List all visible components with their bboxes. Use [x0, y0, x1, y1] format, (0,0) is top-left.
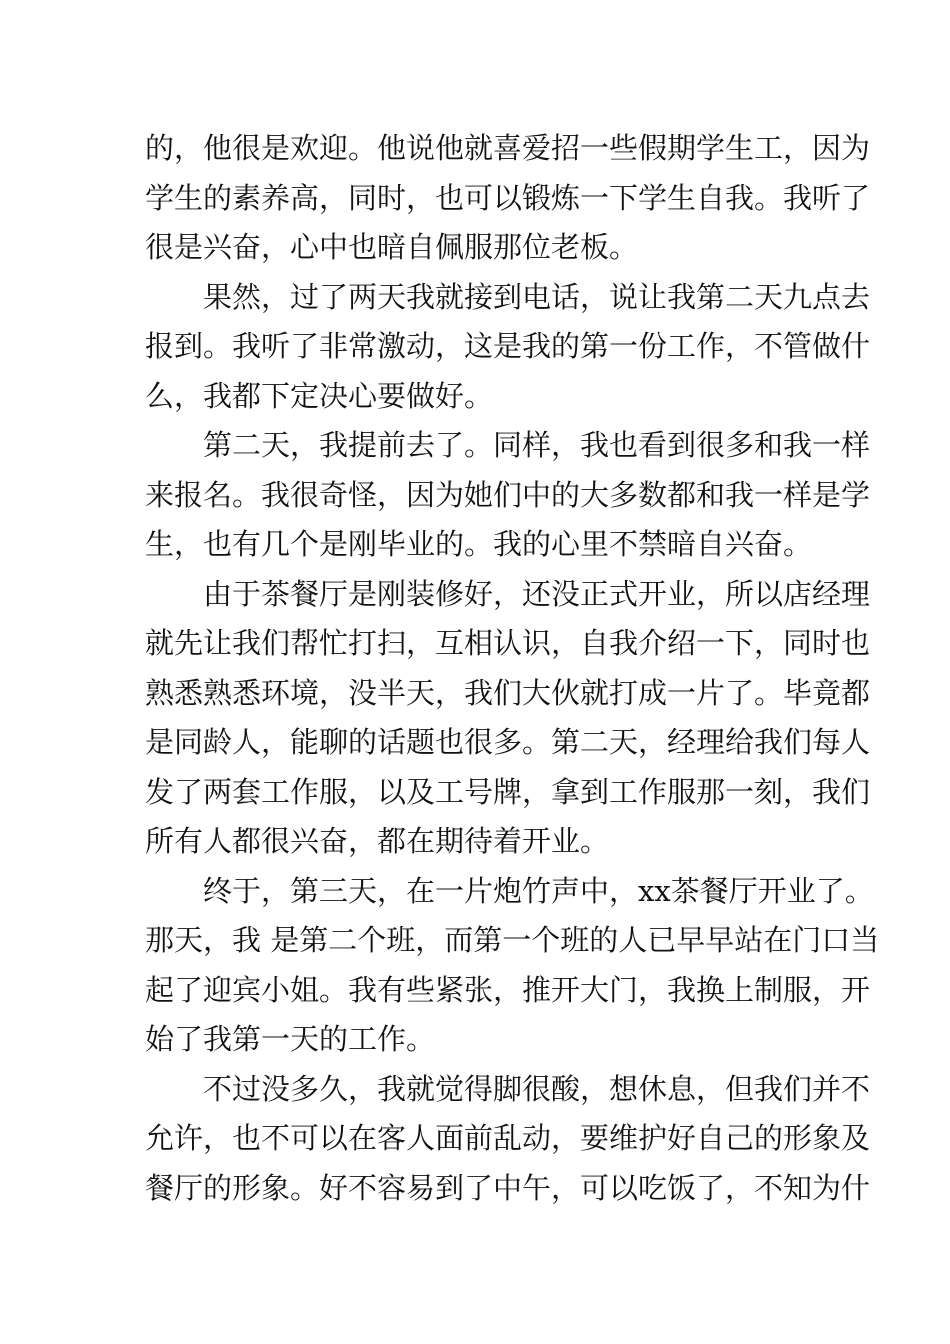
text-line: 起了迎宾小姐。我有些紧张，推开大门，我换上制服，开 [145, 972, 871, 1007]
text-line: 学生的素养高，同时，也可以锻炼一下学生自我。我听了 [145, 180, 871, 215]
text-line: 熟悉熟悉环境，没半天，我们大伙就打成一片了。毕竟都 [145, 675, 871, 710]
text-line: 始了我第一天的工作。 [145, 1022, 436, 1056]
text-line: 来报名。我很奇怪，因为她们中的大多数都和我一样是学 [145, 477, 871, 512]
paragraph-first-line: 由于茶餐厅是刚装修好，还没正式开业，所以店经理 [203, 576, 871, 611]
paragraph-first-line: 果然，过了两天我就接到电话，说让我第二天九点去 [203, 279, 871, 314]
text-line: 那天，我 是第二个班，而第一个班的人已早早站在门口当 [145, 923, 880, 957]
text-line: 是同龄人，能聊的话题也很多。第二天，经理给我们每人 [145, 725, 871, 759]
text-line: 生，也有几个是刚毕业的。我的心里不禁暗自兴奋。 [145, 527, 813, 561]
text-line: 的，他很是欢迎。他说他就喜爱招一些假期学生工，因为 [145, 131, 871, 165]
text-line: 就先让我们帮忙打扫，互相认识，自我介绍一下，同时也 [145, 626, 871, 660]
text-line: 很是兴奋，心中也暗自佩服那位老板。 [145, 230, 639, 264]
text-line: 所有人都很兴奋，都在期待着开业。 [145, 824, 610, 858]
paragraph-first-line: 第二天，我提前去了。同样，我也看到很多和我一样 [203, 428, 871, 462]
document-body [145, 124, 880, 1213]
paragraph-first-line: 终于，第三天，在一片炮竹声中，xx茶餐厅开业了。 [203, 873, 874, 908]
text-line: 报到。我听了非常激动，这是我的第一份工作，不管做什 [145, 329, 871, 363]
text-line: 允许，也不可以在客人面前乱动，要维护好自己的形象及 [145, 1121, 871, 1155]
text-line: 么，我都下定决心要做好。 [145, 378, 494, 413]
text-line: 发了两套工作服，以及工号牌，拿到工作服那一刻，我们 [145, 774, 871, 809]
text-line: 餐厅的形象。好不容易到了中午，可以吃饭了，不知为什 [145, 1170, 871, 1205]
paragraph-first-line: 不过没多久，我就觉得脚很酸，想休息，但我们并不 [203, 1071, 871, 1106]
